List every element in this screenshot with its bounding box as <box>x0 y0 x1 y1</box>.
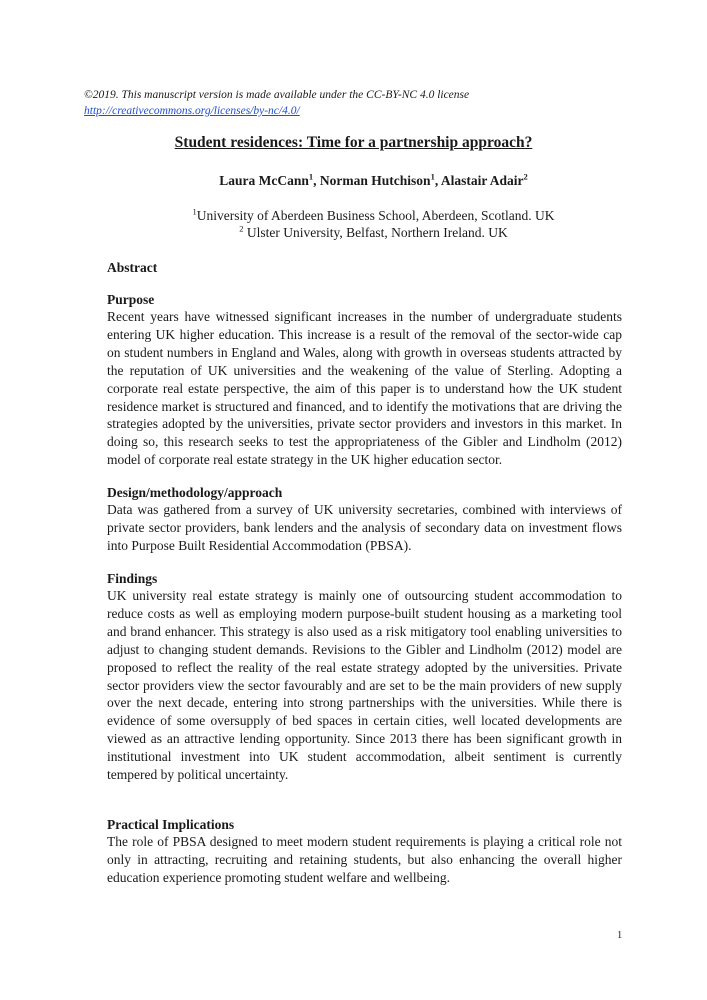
findings-text: UK university real estate strategy is mainly one of outsourcing student accommodation to reduce costs as well as employing modern purpose-built student housing as a marketing tool and brand enhancer. This strategy is also used as a risk mitigatory tool enabling universities to adjust to changing student demands. Revisions to the Gibler and Lindholm (2012) model are proposed to reflect the reality of the real estate strategy adopted by the universities. Private sector providers view the sector favourably and are set to be the main providers of new supply over the next decade, entering into strong partnerships with the universities. While there is evidence of some oversupply of bed spaces in certain cities, well located developments are viewed as an attractive lending opportunity. Since 2013 there has been significant growth in institutional investment into UK student accommodation, albeit sentiment is currently tempered by political uncertainty. <box>107 588 622 783</box>
affiliation-text: Ulster University, Belfast, Northern Ireland. UK <box>243 225 508 240</box>
design-heading: Design/methodology/approach <box>107 485 283 500</box>
affiliation-mark: 2 <box>239 223 244 234</box>
author-affiliation-mark: 1 <box>430 171 435 182</box>
affiliation-text: University of Aberdeen Business School, Aberdeen, Scotland. UK <box>196 208 555 223</box>
affiliation-2 <box>0 225 707 241</box>
design-text: Data was gathered from a survey of UK university secretaries, combined with interviews of private sector providers, bank lenders and the analysis of secondary data on investment flows into Purpose Built Residential Accommodation (PBSA). <box>107 502 622 553</box>
page-number: 1 <box>617 930 623 941</box>
author-affiliation-mark: 1 <box>308 171 314 182</box>
author-separator: , <box>434 173 441 188</box>
practical-implications-text: The role of PBSA designed to meet modern student requirements is playing a critical role not only in attracting, recruiting and retaining students, but also enhancing the overall higher education experience promoting student welfare and wellbeing. <box>107 834 622 885</box>
affiliation-1 <box>0 208 707 224</box>
abstract-section <box>107 259 622 276</box>
affiliation-mark: 1 <box>192 206 197 217</box>
purpose-section <box>107 291 622 469</box>
license-text: ©2019. This manuscript version is made available under the CC-BY-NC 4.0 license <box>84 89 470 101</box>
purpose-text: Recent years have witnessed significant increases in the number of undergraduate students entering UK higher education. This increase is a result of the removal of the sector-wide cap on student numbers in England and Wales, along with growth in overseas students attracted by the reputation of UK universities and the weakening of the value of Sterling. Adopting a corporate real estate perspective, the aim of this paper is to understand how the UK student residence market is structured and financed, and to identify the motivations that are driving the strategies adopted by the universities, private sector providers and investors in this market. In doing so, this research seeks to test the appropriateness of the Gibler and Lindholm (2012) model of corporate real estate strategy in the UK higher education sector. <box>107 309 622 468</box>
practical-implications-section <box>107 816 622 887</box>
design-section <box>107 484 622 555</box>
author-separator: , <box>313 173 320 188</box>
author-name: Norman Hutchison <box>319 173 431 188</box>
purpose-heading: Purpose <box>107 292 155 307</box>
author-name: Laura McCann <box>219 173 309 188</box>
findings-heading: Findings <box>107 571 158 586</box>
author-name: Alastair Adair <box>440 173 524 188</box>
paper-title: Student residences: Time for a partnership approach? <box>174 134 533 151</box>
license-link[interactable]: http://creativecommons.org/licenses/by-nc/4.0/ <box>84 105 300 117</box>
license-notice <box>84 87 604 119</box>
author-affiliation-mark: 2 <box>523 171 528 182</box>
author-list <box>0 173 707 189</box>
practical-implications-heading: Practical Implications <box>107 817 235 832</box>
findings-section <box>107 570 622 784</box>
abstract-heading: Abstract <box>107 260 158 275</box>
